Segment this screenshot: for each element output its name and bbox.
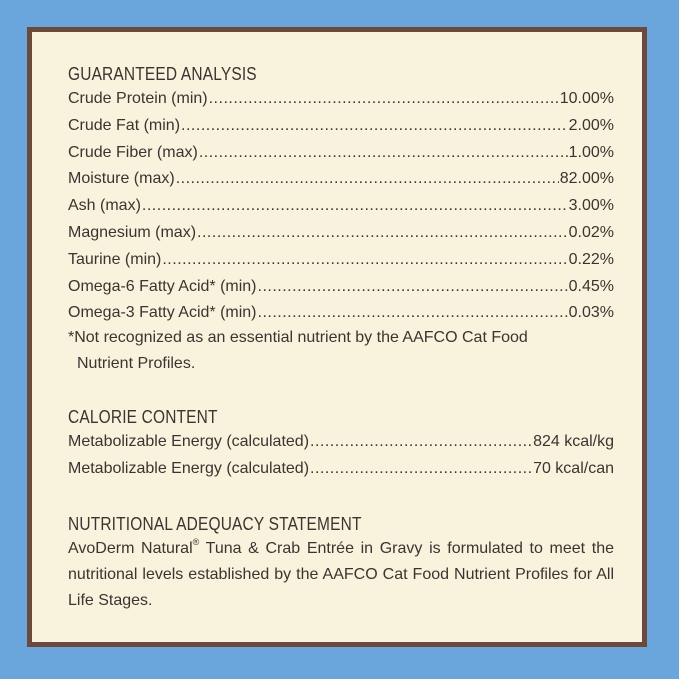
nutrition-content [68, 62, 614, 614]
nutritional-adequacy-heading: NUTRITIONAL ADEQUACY STATEMENT [68, 513, 362, 534]
analysis-row [68, 86, 614, 113]
guaranteed-analysis-table [68, 86, 614, 327]
nutrition-label-panel [27, 27, 647, 647]
calorie-row [68, 429, 614, 456]
adequacy-statement [68, 536, 614, 614]
footnote [68, 325, 614, 377]
analysis-row [68, 300, 614, 327]
analysis-label: Crude Protein (min) [68, 90, 208, 107]
analysis-label: Moisture (max) [68, 170, 175, 188]
analysis-value: 10.00% [559, 90, 614, 107]
dot-leader [197, 220, 568, 247]
brand-name: AvoDerm Natural [68, 539, 193, 557]
analysis-row [68, 220, 614, 247]
dot-leader [209, 86, 559, 113]
analysis-row [68, 140, 614, 167]
calorie-value: 70 kcal/can [533, 459, 614, 477]
analysis-row [68, 166, 614, 193]
analysis-row [68, 113, 614, 140]
registered-mark: ® [192, 536, 200, 547]
statement-text: Tuna & Crab Entrée in Gravy is formulated to meet the nutritional levels established by the AAFCO Cat Food Nutrient Profiles for All Life Stages. [68, 539, 614, 609]
calorie-content-table [68, 429, 614, 483]
calorie-content-heading: CALORIE CONTENT [68, 407, 218, 428]
analysis-label: Ash (max) [68, 197, 141, 215]
calorie-label: Metabolizable Energy (calculated) [68, 433, 310, 451]
analysis-row [68, 274, 614, 301]
analysis-label: Crude Fat (min) [68, 116, 181, 134]
footnote-line-2: Nutrient Profiles. [77, 355, 196, 373]
dot-leader [181, 113, 568, 140]
analysis-label: Omega-3 Fatty Acid* (min) [68, 304, 257, 322]
dot-leader [310, 429, 532, 456]
calorie-row [68, 456, 614, 483]
analysis-value: 0.22% [568, 250, 614, 268]
analysis-value: 2.00% [568, 116, 614, 134]
analysis-row [68, 193, 614, 220]
analysis-value: 1.00% [568, 143, 614, 161]
dot-leader [258, 300, 568, 327]
calorie-value: 824 kcal/kg [533, 433, 614, 451]
dot-leader [162, 247, 567, 274]
analysis-value: 0.45% [568, 277, 614, 295]
analysis-value: 82.00% [559, 170, 614, 188]
dot-leader [258, 274, 568, 301]
dot-leader [310, 456, 532, 483]
analysis-label: Magnesium (max) [68, 223, 197, 241]
dot-leader [176, 166, 559, 193]
dot-leader [142, 193, 568, 220]
calorie-label: Metabolizable Energy (calculated) [68, 459, 310, 477]
dot-leader [199, 140, 568, 167]
analysis-label: Taurine (min) [68, 250, 162, 268]
footnote-line-1: *Not recognized as an essential nutrient by the AAFCO Cat Food [68, 329, 528, 347]
analysis-value: 0.03% [568, 304, 614, 322]
analysis-value: 3.00% [568, 197, 614, 215]
analysis-label: Omega-6 Fatty Acid* (min) [68, 277, 257, 295]
analysis-row [68, 247, 614, 274]
analysis-label: Crude Fiber (max) [68, 143, 198, 161]
guaranteed-analysis-heading: GUARANTEED ANALYSIS [68, 64, 257, 84]
analysis-value: 0.02% [568, 223, 614, 241]
